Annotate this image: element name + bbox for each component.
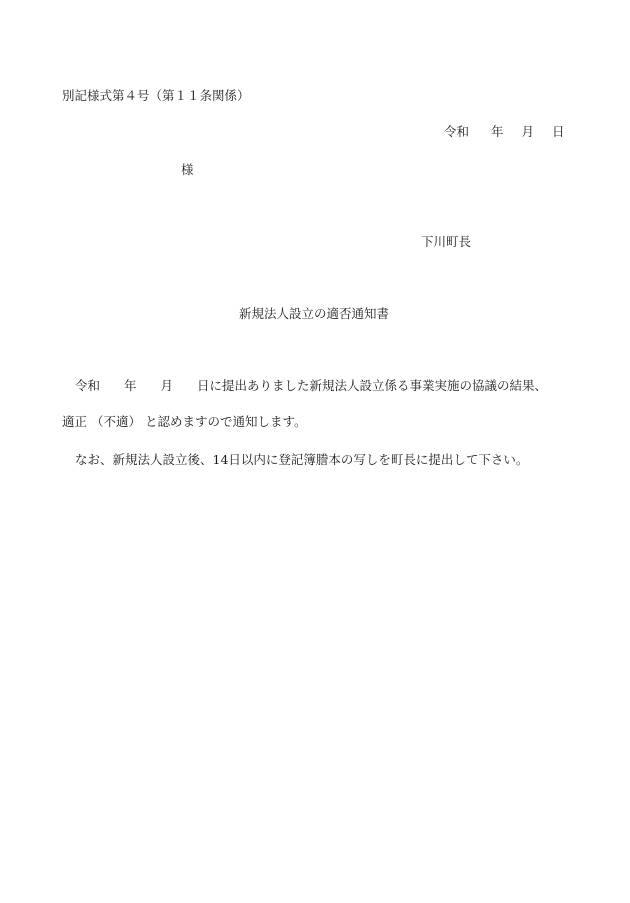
date-era: 令和	[444, 124, 470, 139]
document-title: 新規法人設立の適否通知書	[239, 306, 390, 321]
form-number: 別記様式第４号（第１１条関係）	[62, 88, 250, 103]
addressee-honorific: 様	[181, 162, 194, 177]
date-line	[444, 124, 565, 140]
body-month: 月	[160, 378, 174, 393]
body-era: 令和	[75, 378, 101, 393]
body-line-3: なお、新規法人設立後、14日以内に登記簿謄本の写しを町長に提出して下さい。	[75, 452, 529, 467]
sender-name: 下川町長	[421, 234, 472, 249]
body-line-1	[75, 378, 547, 394]
date-month: 月	[521, 124, 535, 139]
date-year: 年	[491, 124, 504, 139]
body-line-2: 適正 （不適） と認めますので通知します。	[62, 414, 307, 429]
body-line-1-text: 日に提出ありました新規法人設立係る事業実施の協議の結果、	[197, 378, 548, 393]
date-day: 日	[552, 124, 565, 139]
body-year: 年	[124, 378, 137, 393]
